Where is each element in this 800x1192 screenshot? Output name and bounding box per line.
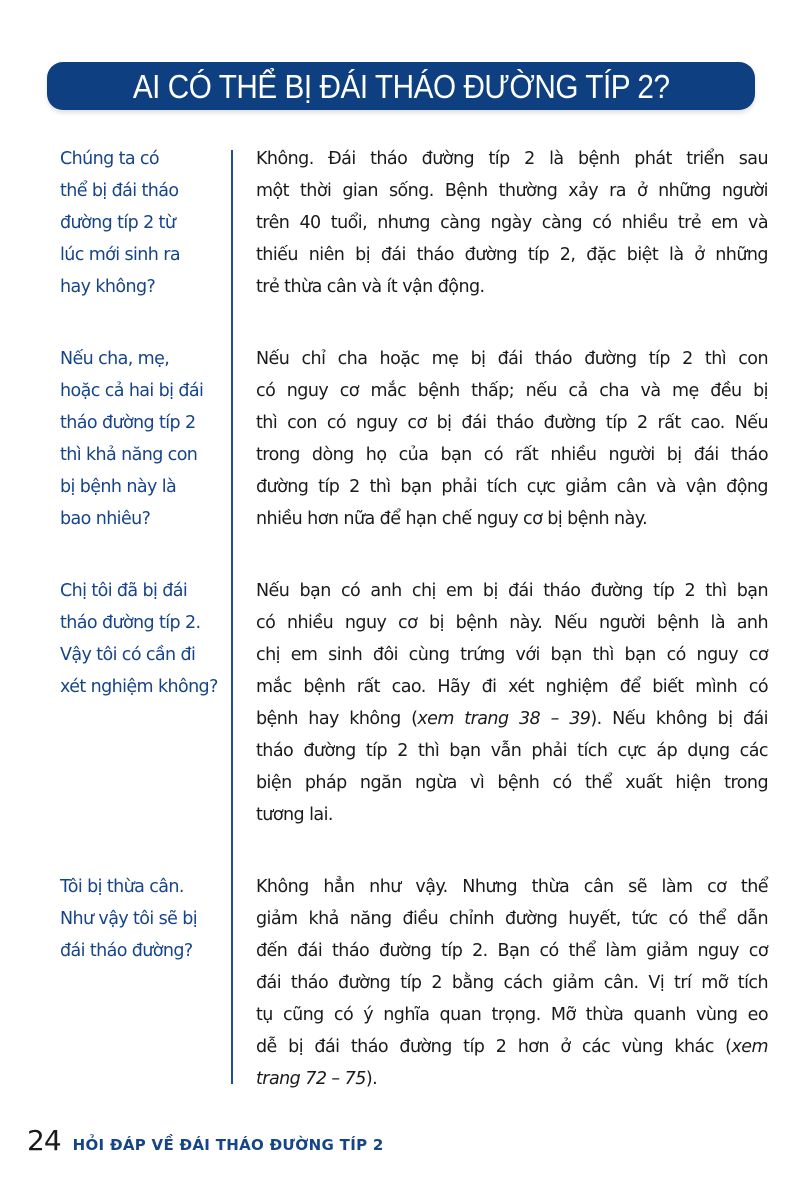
answer-line: một thời gian sống. Bệnh thường xảy ra ở những người xyxy=(256,181,768,201)
page-footer xyxy=(27,1124,384,1157)
question-line: bị bệnh này là xyxy=(60,477,177,497)
question-line: hay không? xyxy=(60,277,156,297)
answer-line: Nếu bạn có anh chị em bị đái tháo đường típ 2 thì bạn xyxy=(256,581,768,601)
answer-line: Nếu chỉ cha hoặc mẹ bị đái tháo đường típ 2 thì con xyxy=(256,349,768,369)
answer-3 xyxy=(256,575,768,831)
question-line: thể bị đái tháo xyxy=(60,181,179,201)
answer-line-with-reference xyxy=(256,1063,768,1095)
question-line: hoặc cả hai bị đái xyxy=(60,381,204,401)
answer-line-with-reference xyxy=(256,1031,768,1063)
question-line: thì khả năng con xyxy=(60,445,198,465)
text: ). Nếu không bị đái xyxy=(590,709,768,729)
answer-line: trong dòng họ của bạn có rất nhiều người bị đái tháo xyxy=(256,445,768,465)
answer-line: trẻ thừa cân và ít vận động. xyxy=(256,277,485,297)
question-line: đường típ 2 từ xyxy=(60,213,176,233)
answer-4 xyxy=(256,871,768,1095)
page-title: AI CÓ THỂ BỊ ĐÁI THÁO ĐƯỜNG TÍP 2? xyxy=(132,67,670,105)
answer-line: chị em sinh đôi cùng trứng với bạn thì bạn có nguy cơ xyxy=(256,645,768,665)
answer-line: giảm khả năng điều chỉnh đường huyết, tức có thể dẫn xyxy=(256,909,768,929)
answer-line: thiếu niên bị đái tháo đường típ 2, đặc biệt là ở những xyxy=(256,245,768,265)
answer-line-with-reference xyxy=(256,703,768,735)
answer-2 xyxy=(256,343,768,535)
column-divider xyxy=(231,150,233,1084)
title-banner xyxy=(47,62,755,110)
question-3 xyxy=(60,575,230,703)
answer-line: trên 40 tuổi, nhưng càng ngày càng có nhiều trẻ em và xyxy=(256,213,768,233)
question-line: tháo đường típ 2. xyxy=(60,613,201,633)
answer-line: có nhiều nguy cơ bị bệnh này. Nếu người bệnh là anh xyxy=(256,613,768,633)
text: dễ bị đái tháo đường típ 2 hơn ở các vùng khác ( xyxy=(256,1037,732,1057)
question-line: Nếu cha, mẹ, xyxy=(60,349,170,369)
page-number: 24 xyxy=(27,1124,61,1157)
answer-line: đến đái tháo đường típ 2. Bạn có thể làm giảm nguy cơ xyxy=(256,941,768,961)
answer-line: nhiều hơn nữa để hạn chế nguy cơ bị bệnh này. xyxy=(256,509,648,529)
question-2 xyxy=(60,343,230,535)
question-line: lúc mới sinh ra xyxy=(60,245,180,265)
question-line: bao nhiêu? xyxy=(60,509,151,529)
question-line: Chúng ta có xyxy=(60,149,160,169)
answer-line: mắc bệnh rất cao. Hãy đi xét nghiệm để biết mình có xyxy=(256,677,768,697)
answer-line: Không hẳn như vậy. Nhưng thừa cân sẽ làm cơ thể xyxy=(256,877,768,897)
answer-line: đường típ 2 thì bạn phải tích cực giảm cân và vận động xyxy=(256,477,768,497)
answer-1 xyxy=(256,143,768,303)
page-reference: trang 72 – 75 xyxy=(256,1069,366,1089)
answer-line: tụ cũng có ý nghĩa quan trọng. Mỡ thừa quanh vùng eo xyxy=(256,1005,768,1025)
answer-line: Không. Đái tháo đường típ 2 là bệnh phát triển sau xyxy=(256,149,768,169)
answer-line: có nguy cơ mắc bệnh thấp; nếu cả cha và mẹ đều bị xyxy=(256,381,768,401)
answer-line: tháo đường típ 2 thì bạn vẫn phải tích cực áp dụng các xyxy=(256,741,768,761)
question-line: Vậy tôi có cần đi xyxy=(60,645,196,665)
answer-line: tương lai. xyxy=(256,805,333,825)
question-line: đái tháo đường? xyxy=(60,941,193,961)
answer-line: biện pháp ngăn ngừa vì bệnh có thể xuất hiện trong xyxy=(256,773,768,793)
running-title: HỎI ĐÁP VỀ ĐÁI THÁO ĐƯỜNG TÍP 2 xyxy=(72,1136,384,1154)
answer-line: đái tháo đường típ 2 bằng cách giảm cân. Vị trí mỡ tích xyxy=(256,973,768,993)
page-reference: xem xyxy=(731,1037,768,1057)
question-1 xyxy=(60,143,230,303)
question-4 xyxy=(60,871,230,967)
question-line: xét nghiệm không? xyxy=(60,677,218,697)
question-line: Như vậy tôi sẽ bị xyxy=(60,909,198,929)
text: bệnh hay không ( xyxy=(256,709,418,729)
question-line: Chị tôi đã bị đái xyxy=(60,581,188,601)
question-line: tháo đường típ 2 xyxy=(60,413,196,433)
text: ). xyxy=(365,1069,378,1089)
answer-line: thì con có nguy cơ bị đái tháo đường típ 2 rất cao. Nếu xyxy=(256,413,768,433)
question-line: Tôi bị thừa cân. xyxy=(60,877,184,897)
page-reference: xem trang 38 – 39 xyxy=(417,709,591,729)
